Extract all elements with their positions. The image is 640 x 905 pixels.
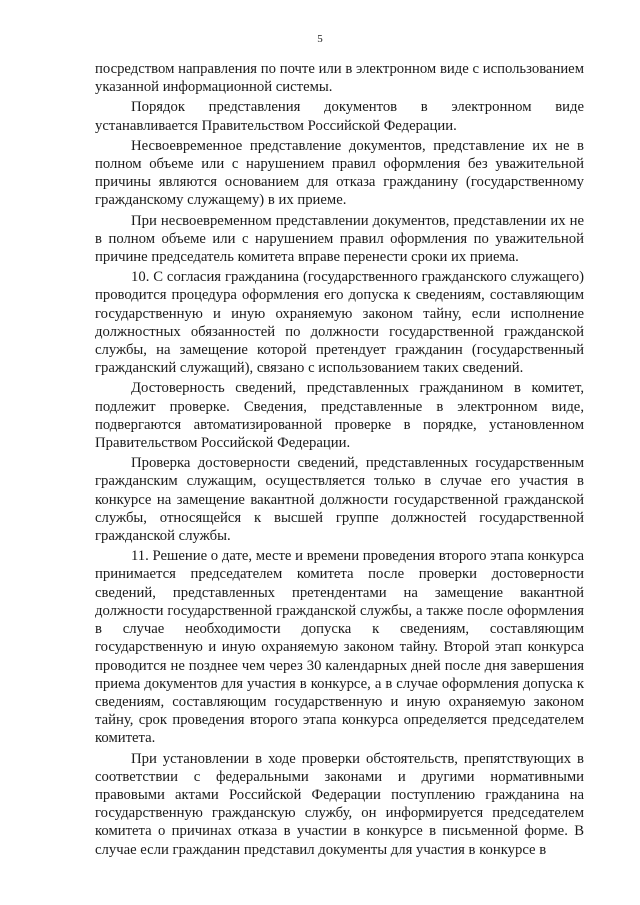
page-number: 5: [317, 33, 323, 45]
paragraph-verification-civil-servant: Проверка достоверности сведений, представленных государственным гражданским служащим, осуществляется только в случае его участия в конкурсе на замещение вакантной должности государственной гражданской службы, относящейся к высшей группе должностей государственной гражданской службы.: [95, 455, 584, 545]
paragraph-refusal: При установлении в ходе проверки обстоятельств, препятствующих в соответствии с федеральными законами и другими нормативными правовыми актами Российской Федерации поступлению гражданина на государственную гражданскую службу, он информируется председателем комитета о причинах отказа в участии в конкурсе в письменной форме. В случае если гражданин представил документы для участия в конкурсе в: [95, 750, 584, 858]
paragraph-submission-procedure: Порядок представления документов в электронном виде устанавливается Правительством Российской Федерации.: [95, 99, 584, 134]
paragraph-verification: Достоверность сведений, представленных гражданином в комитет, подлежит проверке. Сведения, представленные в электронном виде, подвергаются автоматизированной проверке в порядке, установленном Правительством Российской Федерации.: [95, 380, 584, 452]
paragraph-continuation: посредством направления по почте или в электронном виде с использованием указанной информационной системы.: [95, 61, 584, 96]
paragraph-clause-10: 10. С согласия гражданина (государственного гражданского служащего) проводится процедура оформления его допуска к сведениям, составляющим государственную и иную охраняемую законом тайну, если исполнение должностных обязанностей по должности государственной гражданской службы, на замещение которой претендует гражданин (государственный гражданский служащий), связано с использованием таких сведений.: [95, 269, 584, 377]
document-body: [95, 60, 584, 859]
paragraph-clause-11: 11. Решение о дате, месте и времени проведения второго этапа конкурса принимается председателем комитета после проверки достоверности сведений, представленных претендентами на замещение вакантной должности государственной гражданской службы, а также после оформления в случае необходимости допуска к сведениям, составляющим государственную и иную охраняемую законом тайну. Второй этап конкурса проводится не позднее чем через 30 календарных дней после дня завершения приема документов для участия в конкурсе, а в случае оформления допуска к сведениям, составляющим государственную и иную охраняемую законом тайну, срок проведения второго этапа конкурса определяется председателем комитета.: [95, 548, 584, 747]
paragraph-untimely-submission: Несвоевременное представление документов, представление их не в полном объеме или с нарушением правил оформления без уважительной причины являются основанием для отказа гражданину (государственному гражданскому служащему) в их приеме.: [95, 137, 584, 209]
paragraph-deadline-extension: При несвоевременном представлении документов, представлении их не в полном объеме или с нарушением правил оформления по уважительной причине председатель комитета вправе перенести сроки их приема.: [95, 212, 584, 266]
